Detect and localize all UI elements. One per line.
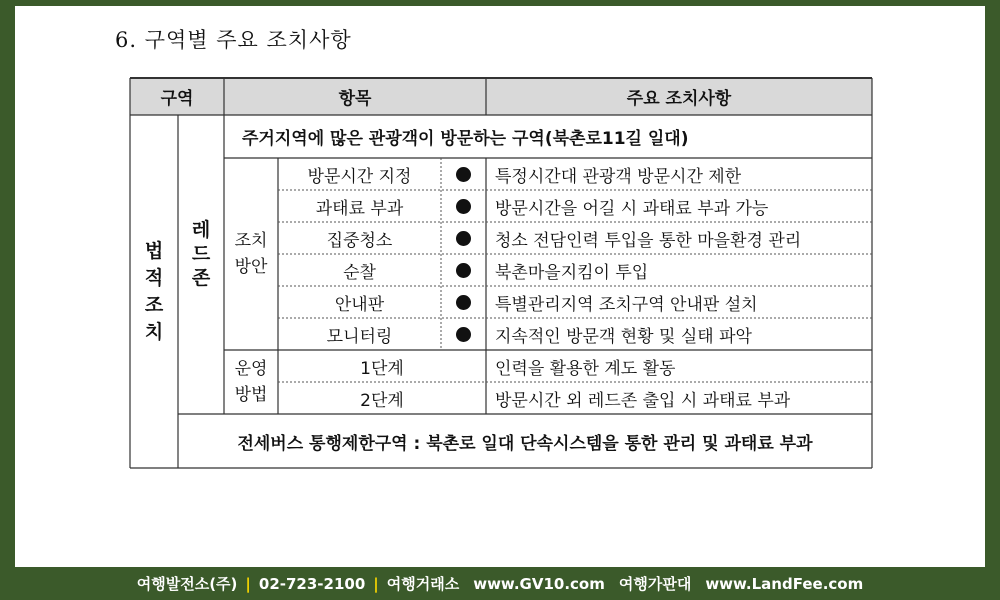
footer-exchange: 여행거래소 [386,575,460,593]
measures-label [224,158,278,350]
bullet-dot [441,318,486,350]
measure-item: 집중청소 [326,230,393,251]
measure-action: 방문시간을 어길 시 과태료 부과 가능 [495,198,769,219]
bullet-dot [441,254,486,286]
header-zone: 구역 [160,89,194,109]
bullet-dot [441,222,486,254]
red-zone-label [178,158,224,350]
footer-exchange-link[interactable]: www.GV10.com [473,574,605,593]
bullet-dot-icon [456,263,471,278]
measure-item: 순찰 [343,262,376,283]
legal-char: 법 [144,239,164,262]
operation-step: 1단계 [360,358,404,379]
footer-separator: | [373,574,379,593]
measures-label-line: 방안 [234,257,268,277]
section-heading: 6. 구역별 주요 조치사항 [115,28,352,52]
bullet-dot-icon [456,327,471,342]
measure-item: 안내판 [334,294,385,315]
bullet-dot [441,190,486,222]
operation-action: 인력을 활용한 계도 활동 [495,358,676,379]
bullet-dot-icon [456,199,471,214]
measures-label-line: 조치 [234,231,268,251]
operation-step: 2단계 [360,390,404,411]
header-action: 주요 조치사항 [626,89,732,109]
bullet-dot-icon [456,295,471,310]
bus-restriction-banner: 전세버스 통행제한구역 : 북촌로 일대 단속시스템을 통한 관리 및 과태료 부과 [237,433,813,454]
measure-action: 특정시간대 관광객 방문시간 제한 [495,166,742,187]
operation-action: 방문시간 외 레드존 출입 시 과태료 부과 [495,390,791,411]
zone-char: 드 [191,243,211,265]
footer-phone: 02-723-2100 [258,574,366,593]
legal-char: 적 [144,266,164,289]
header-item: 항목 [338,89,372,109]
operation-label-line: 운영 [234,359,268,379]
footer-company: 여행발전소(주) [136,575,238,593]
measure-item: 모니터링 [326,326,393,347]
footer-separator: | [245,574,251,593]
measure-action: 북촌마을지킴이 투입 [495,262,649,283]
footer-bar [0,567,1000,600]
legal-char: 조 [144,293,164,316]
measure-item: 방문시간 지정 [307,166,412,187]
operation-label [224,350,278,414]
legal-char: 치 [144,320,164,343]
bullet-dot [441,158,486,190]
zone-char: 레 [191,219,211,241]
bullet-dot-icon [456,167,471,182]
legal-measures-label [130,115,178,468]
measure-action: 청소 전담인력 투입을 통한 마을환경 관리 [495,230,802,251]
measure-action: 지속적인 방문객 현황 및 실태 파악 [495,326,752,347]
measure-item: 과태료 부과 [315,198,404,219]
operation-label-line: 방법 [234,385,268,405]
footer-board-link[interactable]: www.LandFee.com [705,574,864,593]
residential-banner: 주거지역에 많은 관광객이 방문하는 구역(북촌로11길 일대) [242,129,689,149]
zone-char: 존 [191,267,211,289]
bullet-dot [441,286,486,318]
measure-action: 특별관리지역 조치구역 안내판 설치 [495,294,758,315]
bullet-dot-icon [456,231,471,246]
footer-board: 여행가판대 [618,575,692,593]
